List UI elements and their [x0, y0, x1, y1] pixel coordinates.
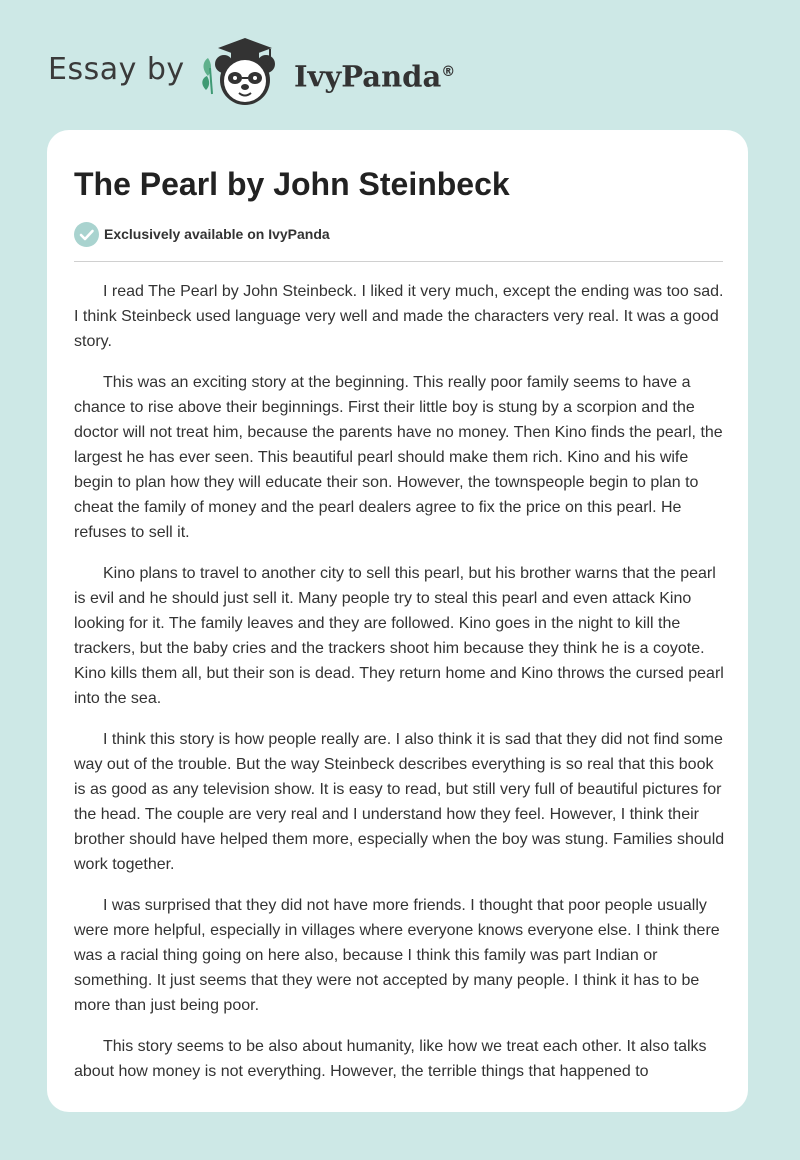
site-header — [0, 0, 800, 130]
exclusive-badge — [74, 221, 330, 247]
essay-body — [74, 279, 725, 1100]
essay-card — [47, 130, 748, 1112]
essay-paragraph: I read The Pearl by John Steinbeck. I liked it very much, except the ending was too sad. I think Steinbeck used language very well and made the characters very real. It was a good story. — [74, 283, 724, 350]
page-title: The Pearl by John Steinbeck — [74, 166, 510, 202]
brand-name[interactable] — [294, 52, 455, 97]
check-circle-icon — [74, 222, 99, 247]
panda-graduate-logo-icon[interactable] — [198, 34, 292, 110]
essay-paragraph: I think this story is how people really are. I also think it is sad that they did not find some way out of the trouble. But the way Steinbeck describes everything is so real that this book is as good as any television show. It is easy to read, but still very full of beautiful pictures for the head. The couple are very real and I understand how they feel. However, I think their brother should have helped them more, especially when the boy was stung. Families should work together. — [74, 731, 725, 873]
essay-paragraph: I was surprised that they did not have more friends. I thought that poor people usually were more helpful, especially in villages where everyone knows everyone else. I think there was a racial thing going on here also, because I think this family was part Indian or something. It just seems that they were not accepted by many people. I think it has to be more than just being poor. — [74, 897, 720, 1014]
essay-by-label: Essay by — [48, 52, 185, 87]
essay-paragraph: This was an exciting story at the beginning. This really poor family seems to have a chance to rise above their beginnings. First their little boy is stung by a scorpion and the doctor will not treat him, because the parents have no money. Then Kino finds the pearl, the largest he has ever seen. This beautiful pearl should make them rich. Kino and his wife begin to plan how they will educate their son. However, the townspeople begin to plan to cheat the family of money and the pearl dealers agree to fix the price on this pearl. He refuses to sell it. — [74, 374, 723, 541]
essay-paragraph: This story seems to be also about humanity, like how we treat each other. It also talks about how money is not everything. However, the terrible things that happened to — [74, 1038, 707, 1080]
essay-paragraph: Kino plans to travel to another city to sell this pearl, but his brother warns that the pearl is evil and he should just sell it. Many people try to steal this pearl and even attack Kino looking for it. The family leaves and they are followed. Kino goes in the night to kill the trackers, but the baby cries and the trackers shoot him because they think he is a coyote. Kino kills them all, but their son is dead. They return home and Kino throws the cursed pearl into the sea. — [74, 565, 724, 707]
divider — [74, 261, 723, 262]
exclusive-badge-label: Exclusively available on IvyPanda — [104, 226, 330, 242]
brand-text: IvyPanda — [294, 59, 442, 94]
leaf-icon — [202, 76, 209, 90]
registered-mark: ® — [441, 64, 456, 80]
